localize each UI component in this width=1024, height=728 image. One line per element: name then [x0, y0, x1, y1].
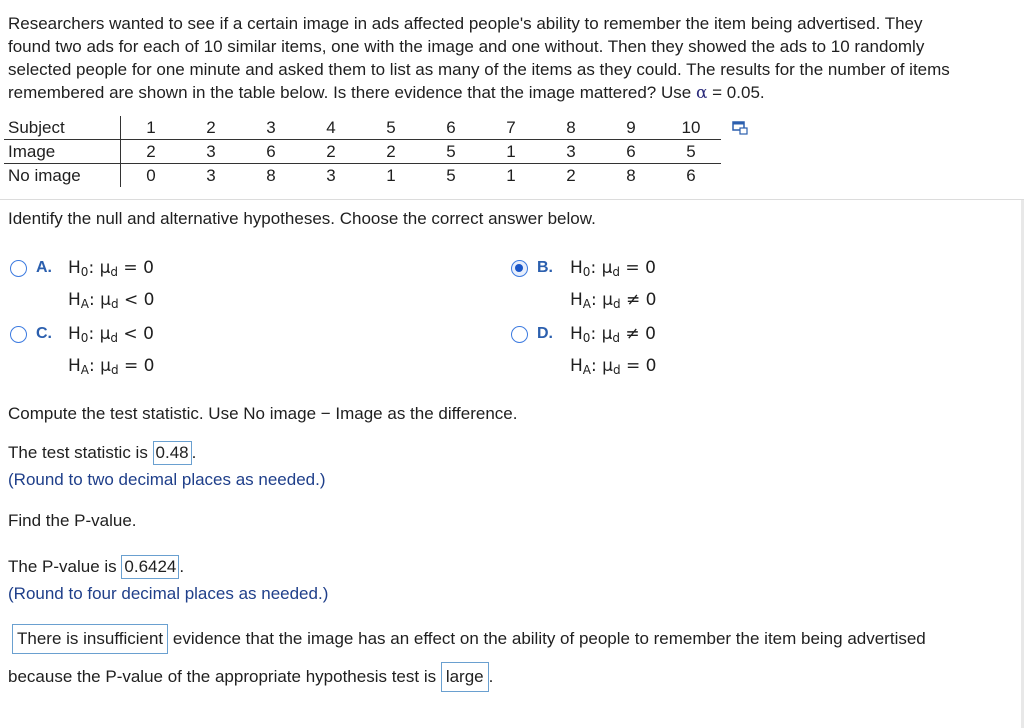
table-cell: 2 — [181, 116, 241, 140]
problem-line: Researchers wanted to see if a certain image in ads affected people's ability to remember the item being advertised. They — [8, 14, 923, 33]
option-c-letter: C. — [36, 325, 52, 342]
table-cell: 5 — [661, 140, 721, 164]
copy-data-icon[interactable] — [732, 120, 748, 134]
problem-line: selected people for one minute and asked them to list as many of the items as they could. The results for the number of items — [8, 60, 950, 79]
table-cell: 1 — [481, 140, 541, 164]
pvalue-answer[interactable]: 0.6424 — [121, 555, 179, 579]
table-cell: 3 — [206, 165, 216, 185]
table-cell: 5 — [446, 165, 456, 185]
table-cell: 8 — [626, 165, 636, 185]
option-a-letter: A. — [36, 259, 52, 276]
table-row — [4, 116, 721, 140]
conclusion-line-1: There is insufficient evidence that the image has an effect on the ability of people to remember the item being advertised — [12, 624, 926, 654]
conclusion-choice-dropdown[interactable]: There is insufficient — [12, 624, 168, 654]
null-hypothesis: $H_0$: $\mu_d < 0$ — [68, 324, 154, 345]
data-table — [4, 116, 721, 187]
option-c-hypotheses[interactable] — [68, 320, 154, 384]
table-cell: 10 — [661, 116, 721, 140]
null-hypothesis: $H_0$: $\mu_d = 0$ — [570, 258, 656, 279]
table-cell: 7 — [481, 116, 541, 140]
alternative-hypothesis: $H_A$: $\mu_d < 0$ — [68, 290, 155, 311]
table-cell: 3 — [541, 140, 601, 164]
table-cell: 1 — [506, 165, 516, 185]
table-cell: 2 — [301, 140, 361, 164]
pvalue-size-dropdown[interactable]: large — [441, 662, 489, 692]
table-cell: 6 — [686, 165, 696, 185]
table-row — [4, 140, 721, 164]
alpha-symbol: α — [695, 83, 708, 103]
table-cell: 5 — [361, 116, 421, 140]
row-label: Subject — [4, 116, 121, 140]
table-cell: 2 — [361, 140, 421, 164]
table-cell: 8 — [266, 165, 276, 185]
table-cell: 2 — [121, 140, 182, 164]
option-d-letter: D. — [537, 325, 553, 342]
alternative-hypothesis: $H_A$: $\mu_d = 0$ — [68, 356, 155, 377]
table-cell: 6 — [421, 116, 481, 140]
problem-line: remembered are shown in the table below. Is there evidence that the image mattered? Use α = 0.05. — [8, 83, 765, 103]
option-d-radio[interactable] — [511, 326, 528, 343]
table-cell: 2 — [566, 165, 576, 185]
table-cell: 6 — [241, 140, 301, 164]
option-c-radio[interactable] — [10, 326, 27, 343]
problem-statement — [8, 12, 1024, 104]
table-cell: 1 — [121, 116, 182, 140]
table-cell: 0 — [146, 165, 156, 185]
alternative-hypothesis: $H_A$: $\mu_d = 0$ — [570, 356, 657, 377]
test-statistic-answer[interactable]: 0.48 — [153, 441, 192, 465]
problem-line: found two ads for each of 10 similar items, one with the image and one without. Then they showed the ads to 10 randomly — [8, 37, 925, 56]
table-row — [4, 164, 721, 188]
pvalue-line: The P-value is 0.6424 . — [8, 555, 184, 579]
conclusion-line-2: because the P-value of the appropriate hypothesis test is large . — [8, 662, 493, 692]
hypotheses-question: Identify the null and alternative hypotheses. Choose the correct answer below. — [8, 209, 596, 228]
section-divider — [0, 199, 1024, 200]
option-b-hypotheses[interactable] — [570, 254, 656, 318]
table-cell: 5 — [421, 140, 481, 164]
row-label: No image — [4, 164, 121, 188]
option-d-hypotheses[interactable] — [570, 320, 656, 384]
table-cell: 1 — [386, 165, 396, 185]
table-cell: 8 — [541, 116, 601, 140]
rounding-hint: (Round to four decimal places as needed.) — [8, 584, 329, 603]
null-hypothesis: $H_0$: $\mu_d = 0$ — [68, 258, 154, 279]
table-cell: 9 — [601, 116, 661, 140]
table-cell: 3 — [181, 140, 241, 164]
table-cell: 3 — [326, 165, 336, 185]
table-cell: 3 — [241, 116, 301, 140]
table-cell: 4 — [301, 116, 361, 140]
pvalue-instruction: Find the P-value. — [8, 511, 137, 530]
option-a-hypotheses[interactable] — [68, 254, 154, 318]
table-cell: 6 — [601, 140, 661, 164]
alternative-hypothesis: $H_A$: $\mu_d \ne 0$ — [570, 290, 657, 311]
rounding-hint: (Round to two decimal places as needed.) — [8, 470, 326, 489]
row-label: Image — [4, 140, 121, 164]
null-hypothesis: $H_0$: $\mu_d \ne 0$ — [570, 324, 656, 345]
option-a-radio[interactable] — [10, 260, 27, 277]
option-b-radio[interactable] — [511, 260, 528, 277]
compute-instruction: Compute the test statistic. Use No image − Image as the difference. — [8, 404, 518, 423]
option-b-letter: B. — [537, 259, 553, 276]
test-statistic-line: The test statistic is 0.48 . — [8, 441, 196, 465]
